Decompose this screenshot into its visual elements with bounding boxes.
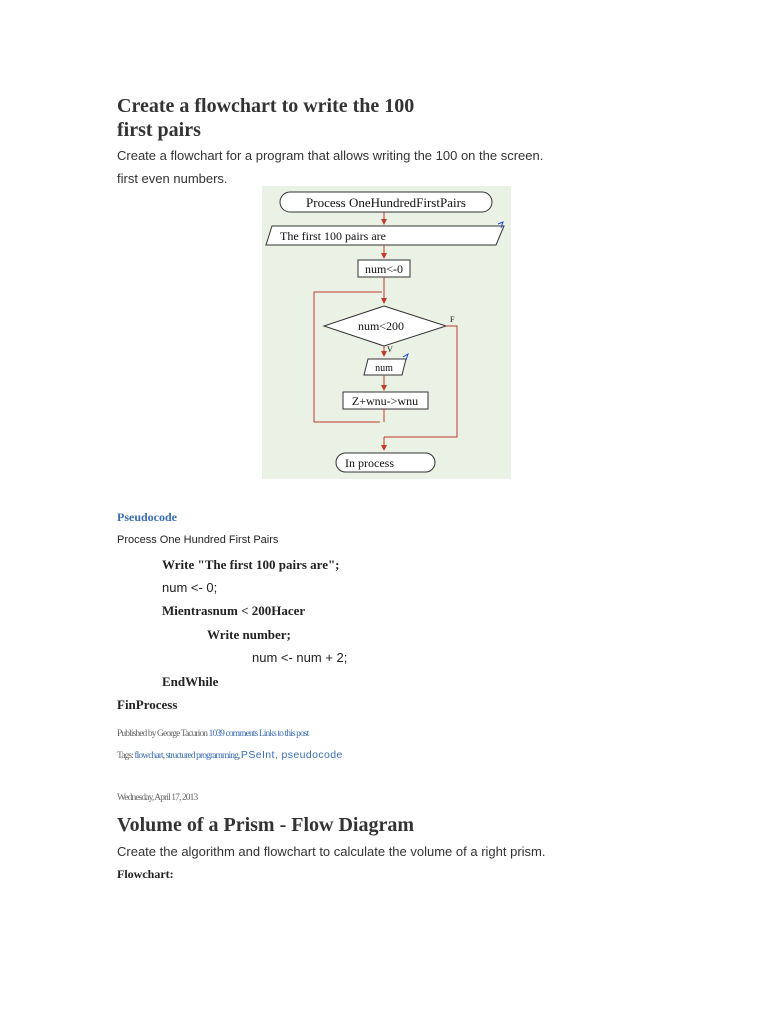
flowchart-image — [262, 186, 511, 479]
tag-link[interactable]: flowchart — [134, 751, 163, 761]
post-title — [117, 94, 414, 142]
tags-prefix: Tags: — [117, 751, 135, 761]
flowchart-label: Flowchart: — [117, 867, 174, 881]
post-date: Wednesday, April 17, 2013 — [117, 793, 198, 803]
pseudocode-line: num <- 0; — [162, 580, 218, 595]
pseudocode-line: num <- num + 2; — [252, 650, 348, 665]
pseudocode-line: EndWhile — [162, 674, 219, 689]
pseudocode-line: Write number; — [207, 627, 291, 642]
post-footer-tags: Tags: flowchart, structured programming, PSeInt, pseudocode — [117, 749, 343, 761]
pseudocode-heading[interactable]: Pseudocode — [117, 510, 177, 524]
post-title: Volume of a Prism - Flow Diagram — [117, 814, 414, 836]
true-label: V — [387, 345, 393, 354]
post-intro-line1: Create a flowchart for a program that allows writing the 100 on the screen. — [117, 148, 544, 163]
write-label: num — [375, 363, 393, 374]
tag-link[interactable]: pseudocode — [281, 749, 343, 761]
decision-label: num<200 — [357, 319, 405, 333]
post-footer-published — [117, 729, 308, 739]
pseudocode-line: FinProcess — [117, 697, 178, 712]
false-label: F — [450, 315, 455, 324]
output-label: The first 100 pairs are — [280, 229, 386, 243]
increment-label: Z+wnu->wnu — [351, 394, 419, 408]
process-start-label: Process OneHundredFirstPairs — [306, 195, 466, 210]
post-intro-line2: first even numbers. — [117, 171, 228, 186]
tag-link[interactable]: PSeInt — [240, 749, 275, 761]
pseudocode-line: Write "The first 100 pairs are"; — [162, 557, 340, 572]
tag-link[interactable]: structured programming — [165, 751, 238, 761]
post-title-line1: Create a flowchart to write the 100 — [117, 95, 415, 117]
comments-link[interactable]: 1039 comments Links to this post — [208, 729, 309, 739]
pseudocode-line: Process One Hundred First Pairs — [117, 534, 279, 546]
assign-label: num<-0 — [364, 262, 404, 276]
pseudocode-line: Mientrasnum < 200Hacer — [162, 603, 306, 618]
end-label: In process — [345, 456, 394, 470]
post-title-line2: first pairs — [117, 119, 201, 141]
post-intro: Create the algorithm and flowchart to calculate the volume of a right prism. — [117, 844, 546, 859]
published-by: Published by George Tacurion — [117, 729, 209, 739]
